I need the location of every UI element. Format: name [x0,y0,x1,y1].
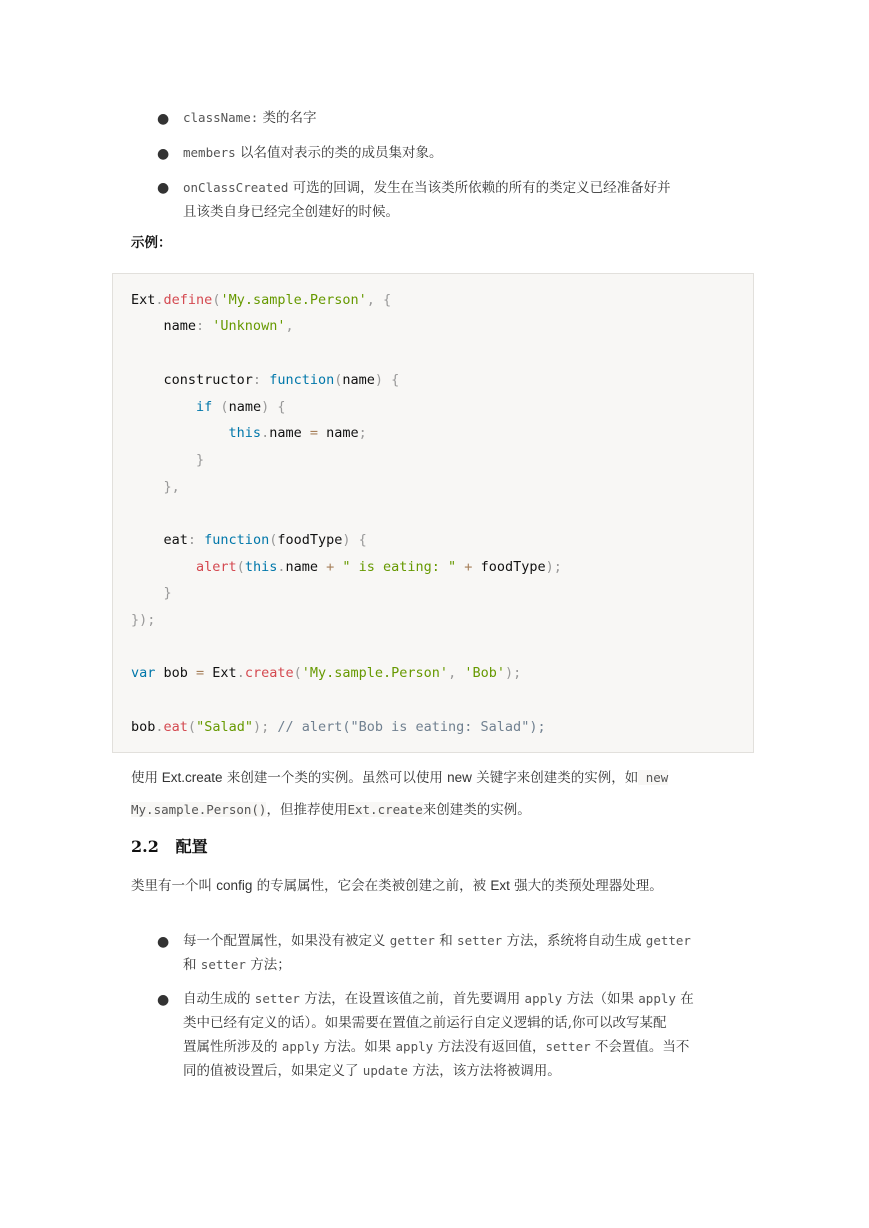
bullet-icon: ● [157,111,170,127]
section-heading: 2.2 配置 [131,837,208,856]
code-line: } [196,452,205,468]
code-line: }, [163,479,180,495]
code-line: name: 'Unknown', [163,318,294,334]
config-intro: 类里有一个叫 config 的专属属性，它会在类被创建之前，被 Ext 强大的类预处理器处理。 [131,878,663,894]
code-line: if (name) { [196,399,286,415]
bullet-icon: ● [157,180,170,196]
example-label: 示例： [131,235,172,250]
code-line: this.name = name; [228,425,367,441]
list-item: onClassCreated 可选的回调，发生在当该类所依赖的所有的类定义已经准备好并 且该类自身已经完全创建好的时候。 [183,180,671,220]
usage-paragraph: 使用 Ext.create 来创建一个类的实例。虽然可以使用 new 关键字来创建类的实例，如 new My.sample.Person()，但推荐使用Ext.create来创建类的实例。 [131,770,669,818]
list-item: className: 类的名字 [183,110,317,126]
code-line: }); [131,612,156,628]
bullet-icon: ● [157,992,170,1008]
code-line: } [163,585,172,601]
list-item: members 以名值对表示的类的成员集对象。 [183,145,443,161]
code-line: eat: function(foodType) { [163,532,367,548]
code-line: bob.eat("Salad"); // alert("Bob is eating: Salad"); [131,719,546,735]
code-block [112,273,754,753]
bullet-icon: ● [157,146,170,162]
code-line: var bob = Ext.create('My.sample.Person', 'Bob'); [131,665,522,681]
list-item: 每一个配置属性，如果没有被定义 getter 和 setter 方法，系统将自动生成 getter 和 setter 方法； [183,933,691,973]
code-line: Ext.define('My.sample.Person', { [131,292,392,308]
code-line: alert(this.name + " is eating: " + foodType); [196,559,562,575]
code-line: constructor: function(name) { [163,372,400,388]
list-item: 自动生成的 setter 方法，在设置该值之前，首先要调用 apply 方法（如果 apply 在 类中已经有定义的话）。如果需要在置值之前运行自定义逻辑的话,你可以改写某配 置属性所涉及的 apply 方法。如果 apply 方法没有返回值，setter 不会置值。当不 同的值被设置后，如果定义了 update 方法，该方法将被调用。 [183,991,694,1079]
bullet-icon: ● [157,934,170,950]
